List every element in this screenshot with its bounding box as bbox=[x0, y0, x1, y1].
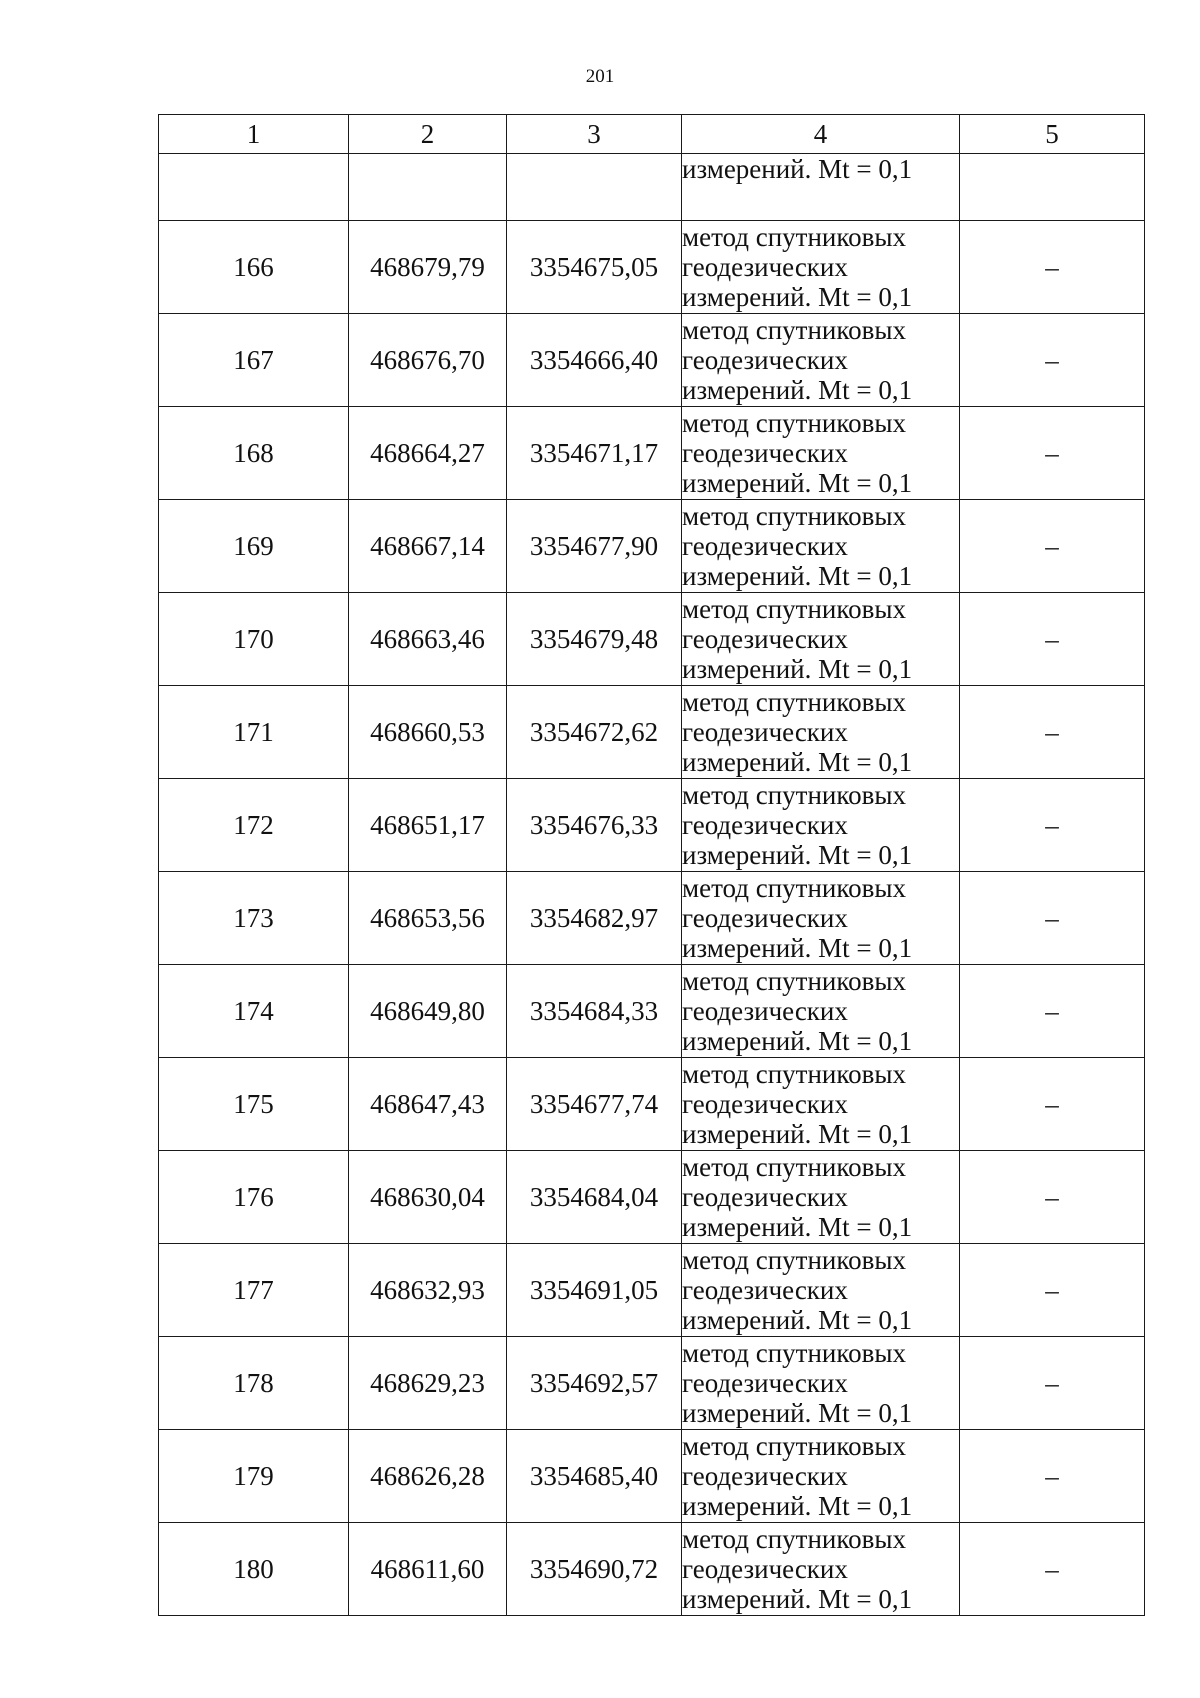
method-cell bbox=[682, 779, 960, 872]
note-cell: – bbox=[960, 965, 1145, 1058]
note-cell: – bbox=[960, 872, 1145, 965]
note-cell: – bbox=[960, 1058, 1145, 1151]
method-line: метод спутниковых bbox=[682, 315, 906, 345]
cell-empty bbox=[349, 154, 507, 221]
method-line: геодезических bbox=[682, 903, 848, 933]
method-line: метод спутниковых bbox=[682, 687, 906, 717]
table-row bbox=[159, 1244, 1145, 1337]
method-line: измерений. Mt = 0,1 bbox=[682, 1584, 913, 1614]
note-cell: – bbox=[960, 593, 1145, 686]
note-cell: – bbox=[960, 779, 1145, 872]
method-line: геодезических bbox=[682, 1554, 848, 1584]
method-line: геодезических bbox=[682, 252, 848, 282]
method-line: метод спутниковых bbox=[682, 1338, 906, 1368]
y-coordinate-cell: 3354677,90 bbox=[507, 500, 682, 593]
y-coordinate-cell: 3354666,40 bbox=[507, 314, 682, 407]
table-row bbox=[159, 1151, 1145, 1244]
method-line: метод спутниковых bbox=[682, 501, 906, 531]
method-line: геодезических bbox=[682, 1182, 848, 1212]
x-coordinate-cell: 468626,28 bbox=[349, 1430, 507, 1523]
method-line: измерений. Mt = 0,1 bbox=[682, 1212, 913, 1242]
x-coordinate-cell: 468660,53 bbox=[349, 686, 507, 779]
table-row bbox=[159, 1430, 1145, 1523]
column-header-2: 2 bbox=[349, 115, 507, 154]
method-line: геодезических bbox=[682, 345, 848, 375]
table-row bbox=[159, 500, 1145, 593]
y-coordinate-cell: 3354691,05 bbox=[507, 1244, 682, 1337]
method-line: метод спутниковых bbox=[682, 1431, 906, 1461]
cell-empty bbox=[159, 154, 349, 221]
x-coordinate-cell: 468611,60 bbox=[349, 1523, 507, 1616]
column-header-3: 3 bbox=[507, 115, 682, 154]
method-line: метод спутниковых bbox=[682, 1152, 906, 1182]
method-line: метод спутниковых bbox=[682, 966, 906, 996]
table-row bbox=[159, 1523, 1145, 1616]
method-cell bbox=[682, 872, 960, 965]
method-cell bbox=[682, 1430, 960, 1523]
method-line: геодезических bbox=[682, 717, 848, 747]
x-coordinate-cell: 468676,70 bbox=[349, 314, 507, 407]
y-coordinate-cell: 3354676,33 bbox=[507, 779, 682, 872]
method-line: измерений. Mt = 0,1 bbox=[682, 654, 913, 684]
x-coordinate-cell: 468653,56 bbox=[349, 872, 507, 965]
method-line: метод спутниковых bbox=[682, 594, 906, 624]
column-header-5: 5 bbox=[960, 115, 1145, 154]
y-coordinate-cell: 3354677,74 bbox=[507, 1058, 682, 1151]
method-line: измерений. Mt = 0,1 bbox=[682, 1026, 913, 1056]
method-line: метод спутниковых bbox=[682, 1245, 906, 1275]
x-coordinate-cell: 468647,43 bbox=[349, 1058, 507, 1151]
point-number-cell: 172 bbox=[159, 779, 349, 872]
point-number-cell: 174 bbox=[159, 965, 349, 1058]
method-line: метод спутниковых bbox=[682, 873, 906, 903]
point-number-cell: 168 bbox=[159, 407, 349, 500]
method-line: геодезических bbox=[682, 438, 848, 468]
table-row bbox=[159, 221, 1145, 314]
column-header-4: 4 bbox=[682, 115, 960, 154]
point-number-cell: 169 bbox=[159, 500, 349, 593]
method-line: геодезических bbox=[682, 531, 848, 561]
table-header bbox=[159, 115, 1145, 154]
continuation-method-cell: измерений. Mt = 0,1 bbox=[682, 154, 960, 221]
note-cell: – bbox=[960, 1151, 1145, 1244]
point-number-cell: 166 bbox=[159, 221, 349, 314]
x-coordinate-cell: 468651,17 bbox=[349, 779, 507, 872]
y-coordinate-cell: 3354684,04 bbox=[507, 1151, 682, 1244]
x-coordinate-cell: 468629,23 bbox=[349, 1337, 507, 1430]
method-cell bbox=[682, 965, 960, 1058]
y-coordinate-cell: 3354682,97 bbox=[507, 872, 682, 965]
table-row bbox=[159, 872, 1145, 965]
method-line: метод спутниковых bbox=[682, 1524, 906, 1554]
point-number-cell: 179 bbox=[159, 1430, 349, 1523]
y-coordinate-cell: 3354679,48 bbox=[507, 593, 682, 686]
method-line: измерений. Mt = 0,1 bbox=[682, 933, 913, 963]
method-line: измерений. Mt = 0,1 bbox=[682, 468, 913, 498]
method-line: метод спутниковых bbox=[682, 1059, 906, 1089]
method-line: измерений. Mt = 0,1 bbox=[682, 1119, 913, 1149]
cell-empty bbox=[507, 154, 682, 221]
table-row bbox=[159, 407, 1145, 500]
table-row bbox=[159, 593, 1145, 686]
table-row bbox=[159, 965, 1145, 1058]
method-line: геодезических bbox=[682, 1089, 848, 1119]
y-coordinate-cell: 3354671,17 bbox=[507, 407, 682, 500]
method-line: измерений. Mt = 0,1 bbox=[682, 840, 913, 870]
column-header-1: 1 bbox=[159, 115, 349, 154]
note-cell: – bbox=[960, 1523, 1145, 1616]
method-line: геодезических bbox=[682, 1368, 848, 1398]
x-coordinate-cell: 468664,27 bbox=[349, 407, 507, 500]
method-line: геодезических bbox=[682, 810, 848, 840]
y-coordinate-cell: 3354692,57 bbox=[507, 1337, 682, 1430]
table-row bbox=[159, 686, 1145, 779]
point-number-cell: 173 bbox=[159, 872, 349, 965]
point-number-cell: 171 bbox=[159, 686, 349, 779]
note-cell: – bbox=[960, 314, 1145, 407]
method-line: геодезических bbox=[682, 1461, 848, 1491]
point-number-cell: 170 bbox=[159, 593, 349, 686]
y-coordinate-cell: 3354685,40 bbox=[507, 1430, 682, 1523]
note-cell: – bbox=[960, 221, 1145, 314]
cell-empty bbox=[960, 154, 1145, 221]
method-line: измерений. Mt = 0,1 bbox=[682, 747, 913, 777]
point-number-cell: 177 bbox=[159, 1244, 349, 1337]
method-line: метод спутниковых bbox=[682, 408, 906, 438]
point-number-cell: 167 bbox=[159, 314, 349, 407]
point-number-cell: 175 bbox=[159, 1058, 349, 1151]
point-number-cell: 180 bbox=[159, 1523, 349, 1616]
point-number-cell: 176 bbox=[159, 1151, 349, 1244]
note-cell: – bbox=[960, 407, 1145, 500]
continuation-row bbox=[159, 154, 1145, 221]
method-cell bbox=[682, 221, 960, 314]
note-cell: – bbox=[960, 500, 1145, 593]
method-cell bbox=[682, 407, 960, 500]
method-cell bbox=[682, 1058, 960, 1151]
note-cell: – bbox=[960, 1244, 1145, 1337]
x-coordinate-cell: 468632,93 bbox=[349, 1244, 507, 1337]
x-coordinate-cell: 468667,14 bbox=[349, 500, 507, 593]
coordinates-table bbox=[158, 114, 1145, 1616]
table-row bbox=[159, 1337, 1145, 1430]
y-coordinate-cell: 3354672,62 bbox=[507, 686, 682, 779]
method-line: метод спутниковых bbox=[682, 780, 906, 810]
method-cell bbox=[682, 1151, 960, 1244]
point-number-cell: 178 bbox=[159, 1337, 349, 1430]
method-line: измерений. Mt = 0,1 bbox=[682, 375, 913, 405]
method-line: геодезических bbox=[682, 624, 848, 654]
x-coordinate-cell: 468663,46 bbox=[349, 593, 507, 686]
x-coordinate-cell: 468649,80 bbox=[349, 965, 507, 1058]
table-row bbox=[159, 314, 1145, 407]
method-line: измерений. Mt = 0,1 bbox=[682, 1305, 913, 1335]
page-number: 201 bbox=[585, 66, 615, 87]
method-line: измерений. Mt = 0,1 bbox=[682, 561, 913, 591]
note-cell: – bbox=[960, 686, 1145, 779]
method-cell bbox=[682, 1244, 960, 1337]
method-line: метод спутниковых bbox=[682, 222, 906, 252]
x-coordinate-cell: 468679,79 bbox=[349, 221, 507, 314]
method-cell bbox=[682, 1337, 960, 1430]
y-coordinate-cell: 3354690,72 bbox=[507, 1523, 682, 1616]
method-cell bbox=[682, 686, 960, 779]
x-coordinate-cell: 468630,04 bbox=[349, 1151, 507, 1244]
table-row bbox=[159, 779, 1145, 872]
note-cell: – bbox=[960, 1337, 1145, 1430]
method-line: измерений. Mt = 0,1 bbox=[682, 282, 913, 312]
method-line: измерений. Mt = 0,1 bbox=[682, 1398, 913, 1428]
method-cell bbox=[682, 500, 960, 593]
y-coordinate-cell: 3354684,33 bbox=[507, 965, 682, 1058]
method-cell bbox=[682, 1523, 960, 1616]
method-line: измерений. Mt = 0,1 bbox=[682, 1491, 913, 1521]
table-body bbox=[159, 154, 1145, 1616]
y-coordinate-cell: 3354675,05 bbox=[507, 221, 682, 314]
method-line: геодезических bbox=[682, 996, 848, 1026]
method-cell bbox=[682, 314, 960, 407]
table-row bbox=[159, 1058, 1145, 1151]
note-cell: – bbox=[960, 1430, 1145, 1523]
method-cell bbox=[682, 593, 960, 686]
method-line: геодезических bbox=[682, 1275, 848, 1305]
